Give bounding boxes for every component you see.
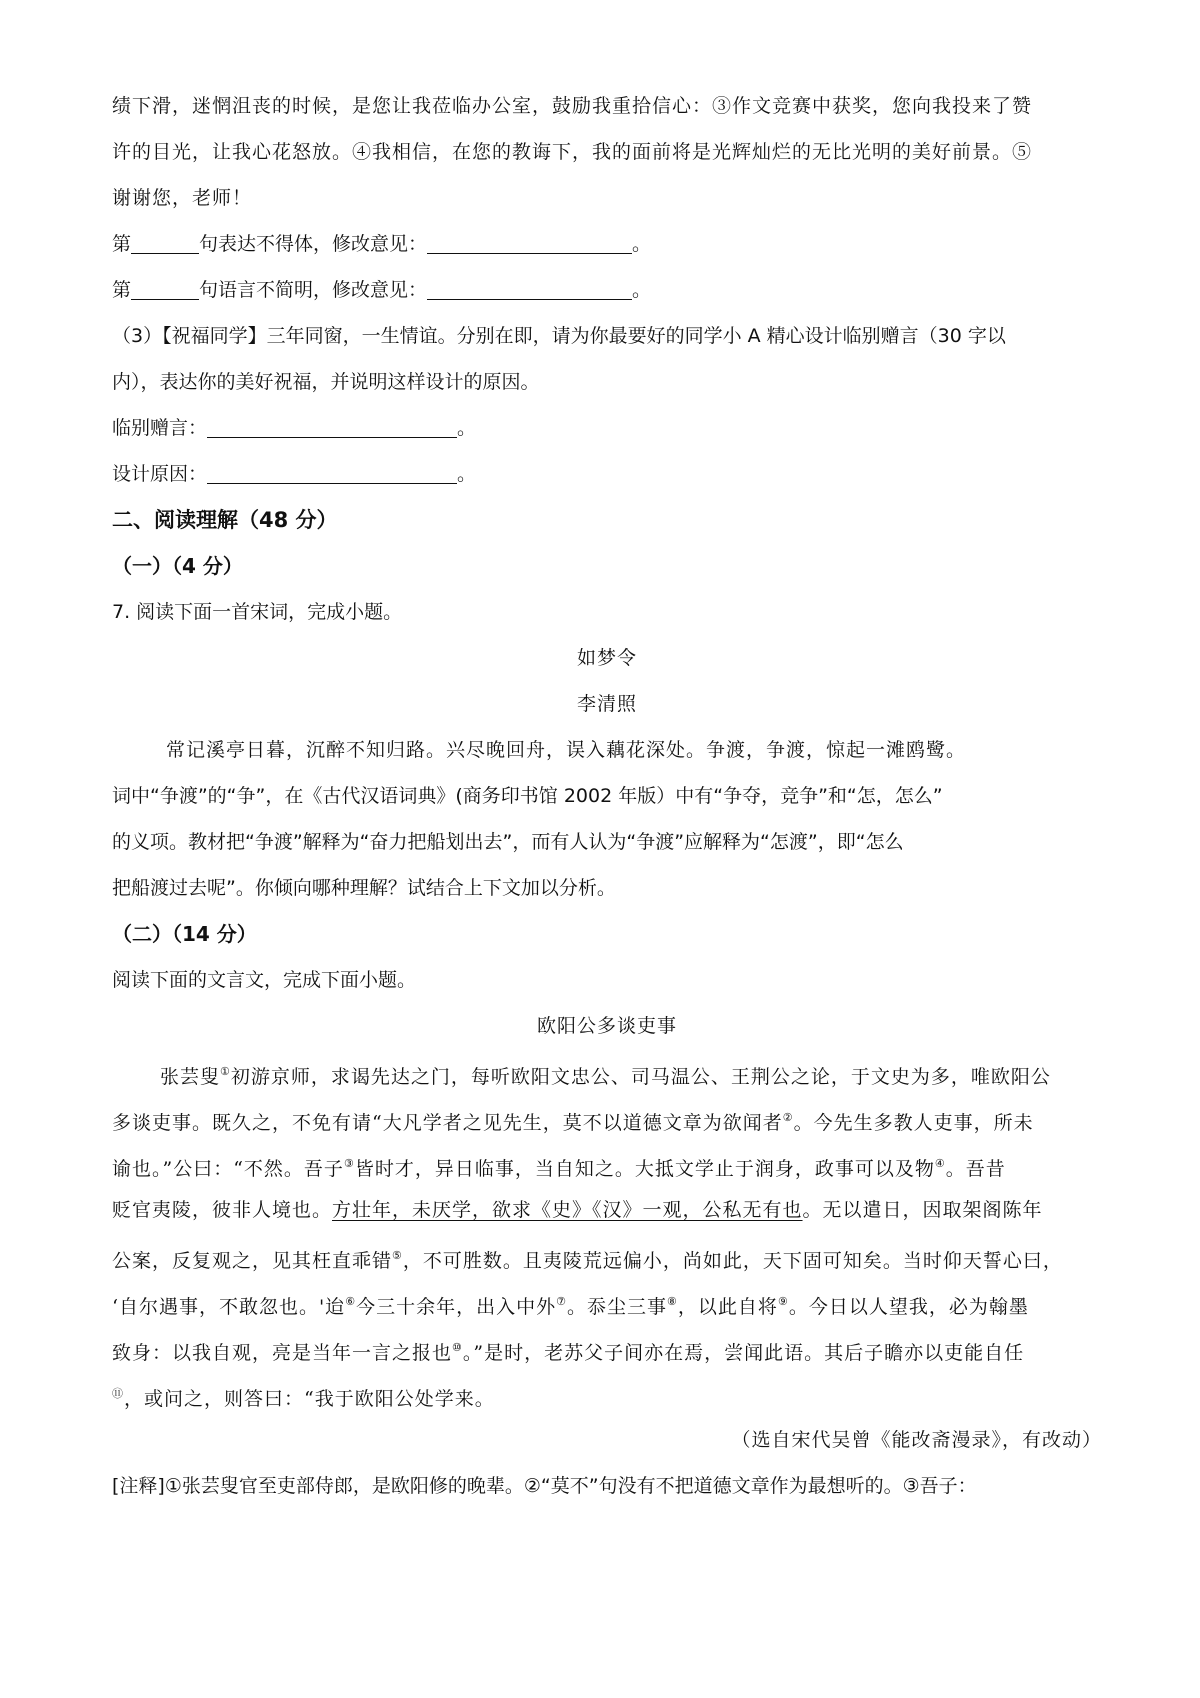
poem-text: 常记溪亭日暮，沉醉不知归路。兴尽晚回舟，误入藕花深处。争渡，争渡，惊起一滩鸥鹭。 — [166, 739, 967, 761]
question-text: 内），表达你的美好祝福，并说明这样设计的原因。 — [112, 371, 540, 393]
underlined-sentence: 方壮年，未厌学，欲求《史》《汉》一观，公私无有也 — [332, 1199, 803, 1221]
label: 第 — [112, 279, 132, 301]
essay-text: 致身：以我自观，亮是当年一言之报也 — [112, 1342, 453, 1364]
answer-blank[interactable] — [131, 233, 199, 254]
essay-text: 谕也。”公曰：“不然。吾子 — [112, 1158, 344, 1180]
answer-line — [112, 451, 1102, 497]
essay-text: 多谈吏事。既久之，不免有请“大凡学者之见先生，莫不以道德文章为欲闻者 — [112, 1112, 783, 1134]
footnote-mark: ② — [782, 1111, 794, 1124]
essay-text: 。无以遣日，因取架阁陈年 — [802, 1199, 1043, 1221]
question-prompt: 7. 阅读下面一首宋词，完成小题。 — [112, 601, 403, 623]
footnote-mark: ⑧ — [667, 1295, 678, 1308]
essay-text: ，以此自将 — [677, 1296, 778, 1318]
essay-text: 张芸叟 — [160, 1066, 221, 1088]
label: 第 — [112, 233, 132, 255]
label: 句语言不简明，修改意见： — [199, 279, 428, 301]
question-text: 把船渡过去呢”。你倾向哪种理解？试结合上下文加以分析。 — [112, 877, 616, 899]
footnote-mark: ① — [220, 1065, 231, 1078]
answer-line — [112, 405, 1102, 451]
essay-text: 公案，反复观之，见其枉直乖错 — [112, 1250, 393, 1272]
answer-blank[interactable] — [131, 279, 199, 300]
footnote-mark: ⑩ — [452, 1341, 463, 1354]
subsection-heading: （一）（4 分） — [112, 554, 243, 578]
essay-line — [112, 1095, 1102, 1146]
essay-text: 初游京师，求谒先达之门，每听欧阳文忠公、司马温公、王荆公之论，于文史为多，唯欧阳公 — [230, 1066, 1051, 1088]
label: 。 — [632, 233, 652, 255]
label: 。 — [457, 463, 477, 485]
essay-line — [112, 1141, 1102, 1192]
essay-line — [112, 1187, 1102, 1233]
answer-blank[interactable] — [207, 463, 457, 484]
essay-line — [112, 1325, 1102, 1376]
section-heading: 二、阅读理解（48 分） — [112, 508, 338, 532]
essay-text: 。”是时，老苏父子间亦在焉，尝闻此语。其后子瞻亦以吏能自任 — [462, 1342, 1025, 1364]
footnote-text: [注释]①张芸叟官至吏部侍郎，是欧阳修的晚辈。②“莫不”句没有不把道德文章作为最想听的。③吾子： — [112, 1475, 977, 1497]
footnote-mark: ④ — [934, 1157, 946, 1170]
footnote-mark: ③ — [343, 1157, 355, 1170]
footnote-mark: ⑪ — [112, 1387, 124, 1400]
essay-text: ，不可胜数。且夷陵荒远偏小，尚如此，天下固可知矣。当时仰天誓心曰， — [402, 1250, 1063, 1272]
answer-blank[interactable] — [427, 233, 632, 254]
essay-line — [112, 1233, 1102, 1284]
essay-title: 欧阳公多谈吏事 — [536, 1015, 677, 1037]
essay-text: 。吾昔 — [945, 1158, 1006, 1180]
essay-text: 贬官夷陵，彼非人境也。 — [112, 1199, 333, 1221]
poem-author: 李清照 — [576, 693, 637, 715]
text-line: 谢谢您，老师！ — [112, 187, 253, 209]
question-text: （3）【祝福同学】三年同窗，一生情谊。分别在即，请为你最要好的同学小 A 精心设计临别赠言（30 字以 — [112, 325, 1006, 347]
essay-text: 今三十余年，出入中外 — [356, 1296, 557, 1318]
label: 句表达不得体，修改意见： — [199, 233, 428, 255]
essay-text: 皆时才，异日临事，当自知之。大抵文学止于润身，政事可以及物 — [354, 1158, 935, 1180]
poem-title: 如梦令 — [576, 647, 637, 669]
label: 。 — [457, 417, 477, 439]
question-text: 的义项。教材把“争渡”解释为“奋力把船划出去”，而有人认为“争渡”应解释为“怎渡”，即“怎么 — [112, 831, 904, 853]
label: 临别赠言： — [112, 417, 208, 439]
text-line: 许的目光，让我心花怒放。④我相信，在您的教诲下，我的面前将是光辉灿烂的无比光明的美好前景。⑤ — [112, 141, 1033, 163]
label: 设计原因： — [112, 463, 208, 485]
source-citation: （选自宋代吴曾《能改斋漫录》，有改动） — [731, 1429, 1102, 1451]
answer-blank[interactable] — [207, 417, 457, 438]
essay-text: 。今日以人望我，必为翰墨 — [788, 1296, 1029, 1318]
footnote-mark: ⑨ — [777, 1295, 789, 1308]
essay-text: ‘自尔遇事，不敢忽也。'迨 — [112, 1296, 346, 1318]
question-text: 词中“争渡”的“争”，在《古代汉语词典》(商务印书馆 2002 年版）中有“争夺，竞争”和“怎，怎么” — [112, 785, 943, 807]
text-line: 绩下滑，迷惘沮丧的时候，是您让我莅临办公室，鼓励我重拾信心：③作文竞赛中获奖，您向我投来了赞 — [112, 95, 1033, 117]
answer-blank[interactable] — [427, 279, 632, 300]
question-prompt: 阅读下面的文言文，完成下面小题。 — [112, 969, 417, 991]
essay-text: ，或问之，则答曰：“我于欧阳公处学来。 — [124, 1388, 495, 1410]
essay-line — [112, 1279, 1102, 1330]
subsection-heading: （二）（14 分） — [112, 922, 257, 946]
footnote-mark: ⑦ — [556, 1295, 568, 1308]
footnote-mark: ⑤ — [392, 1249, 403, 1262]
essay-line — [112, 1049, 1102, 1100]
footnote-mark: ⑥ — [345, 1295, 357, 1308]
question-line — [112, 267, 1102, 313]
essay-text: 。今先生多教人吏事，所未 — [793, 1112, 1034, 1134]
essay-text: 。忝尘三事 — [567, 1296, 668, 1318]
label: 。 — [632, 279, 652, 301]
question-line — [112, 221, 1102, 267]
essay-line — [112, 1371, 1102, 1422]
